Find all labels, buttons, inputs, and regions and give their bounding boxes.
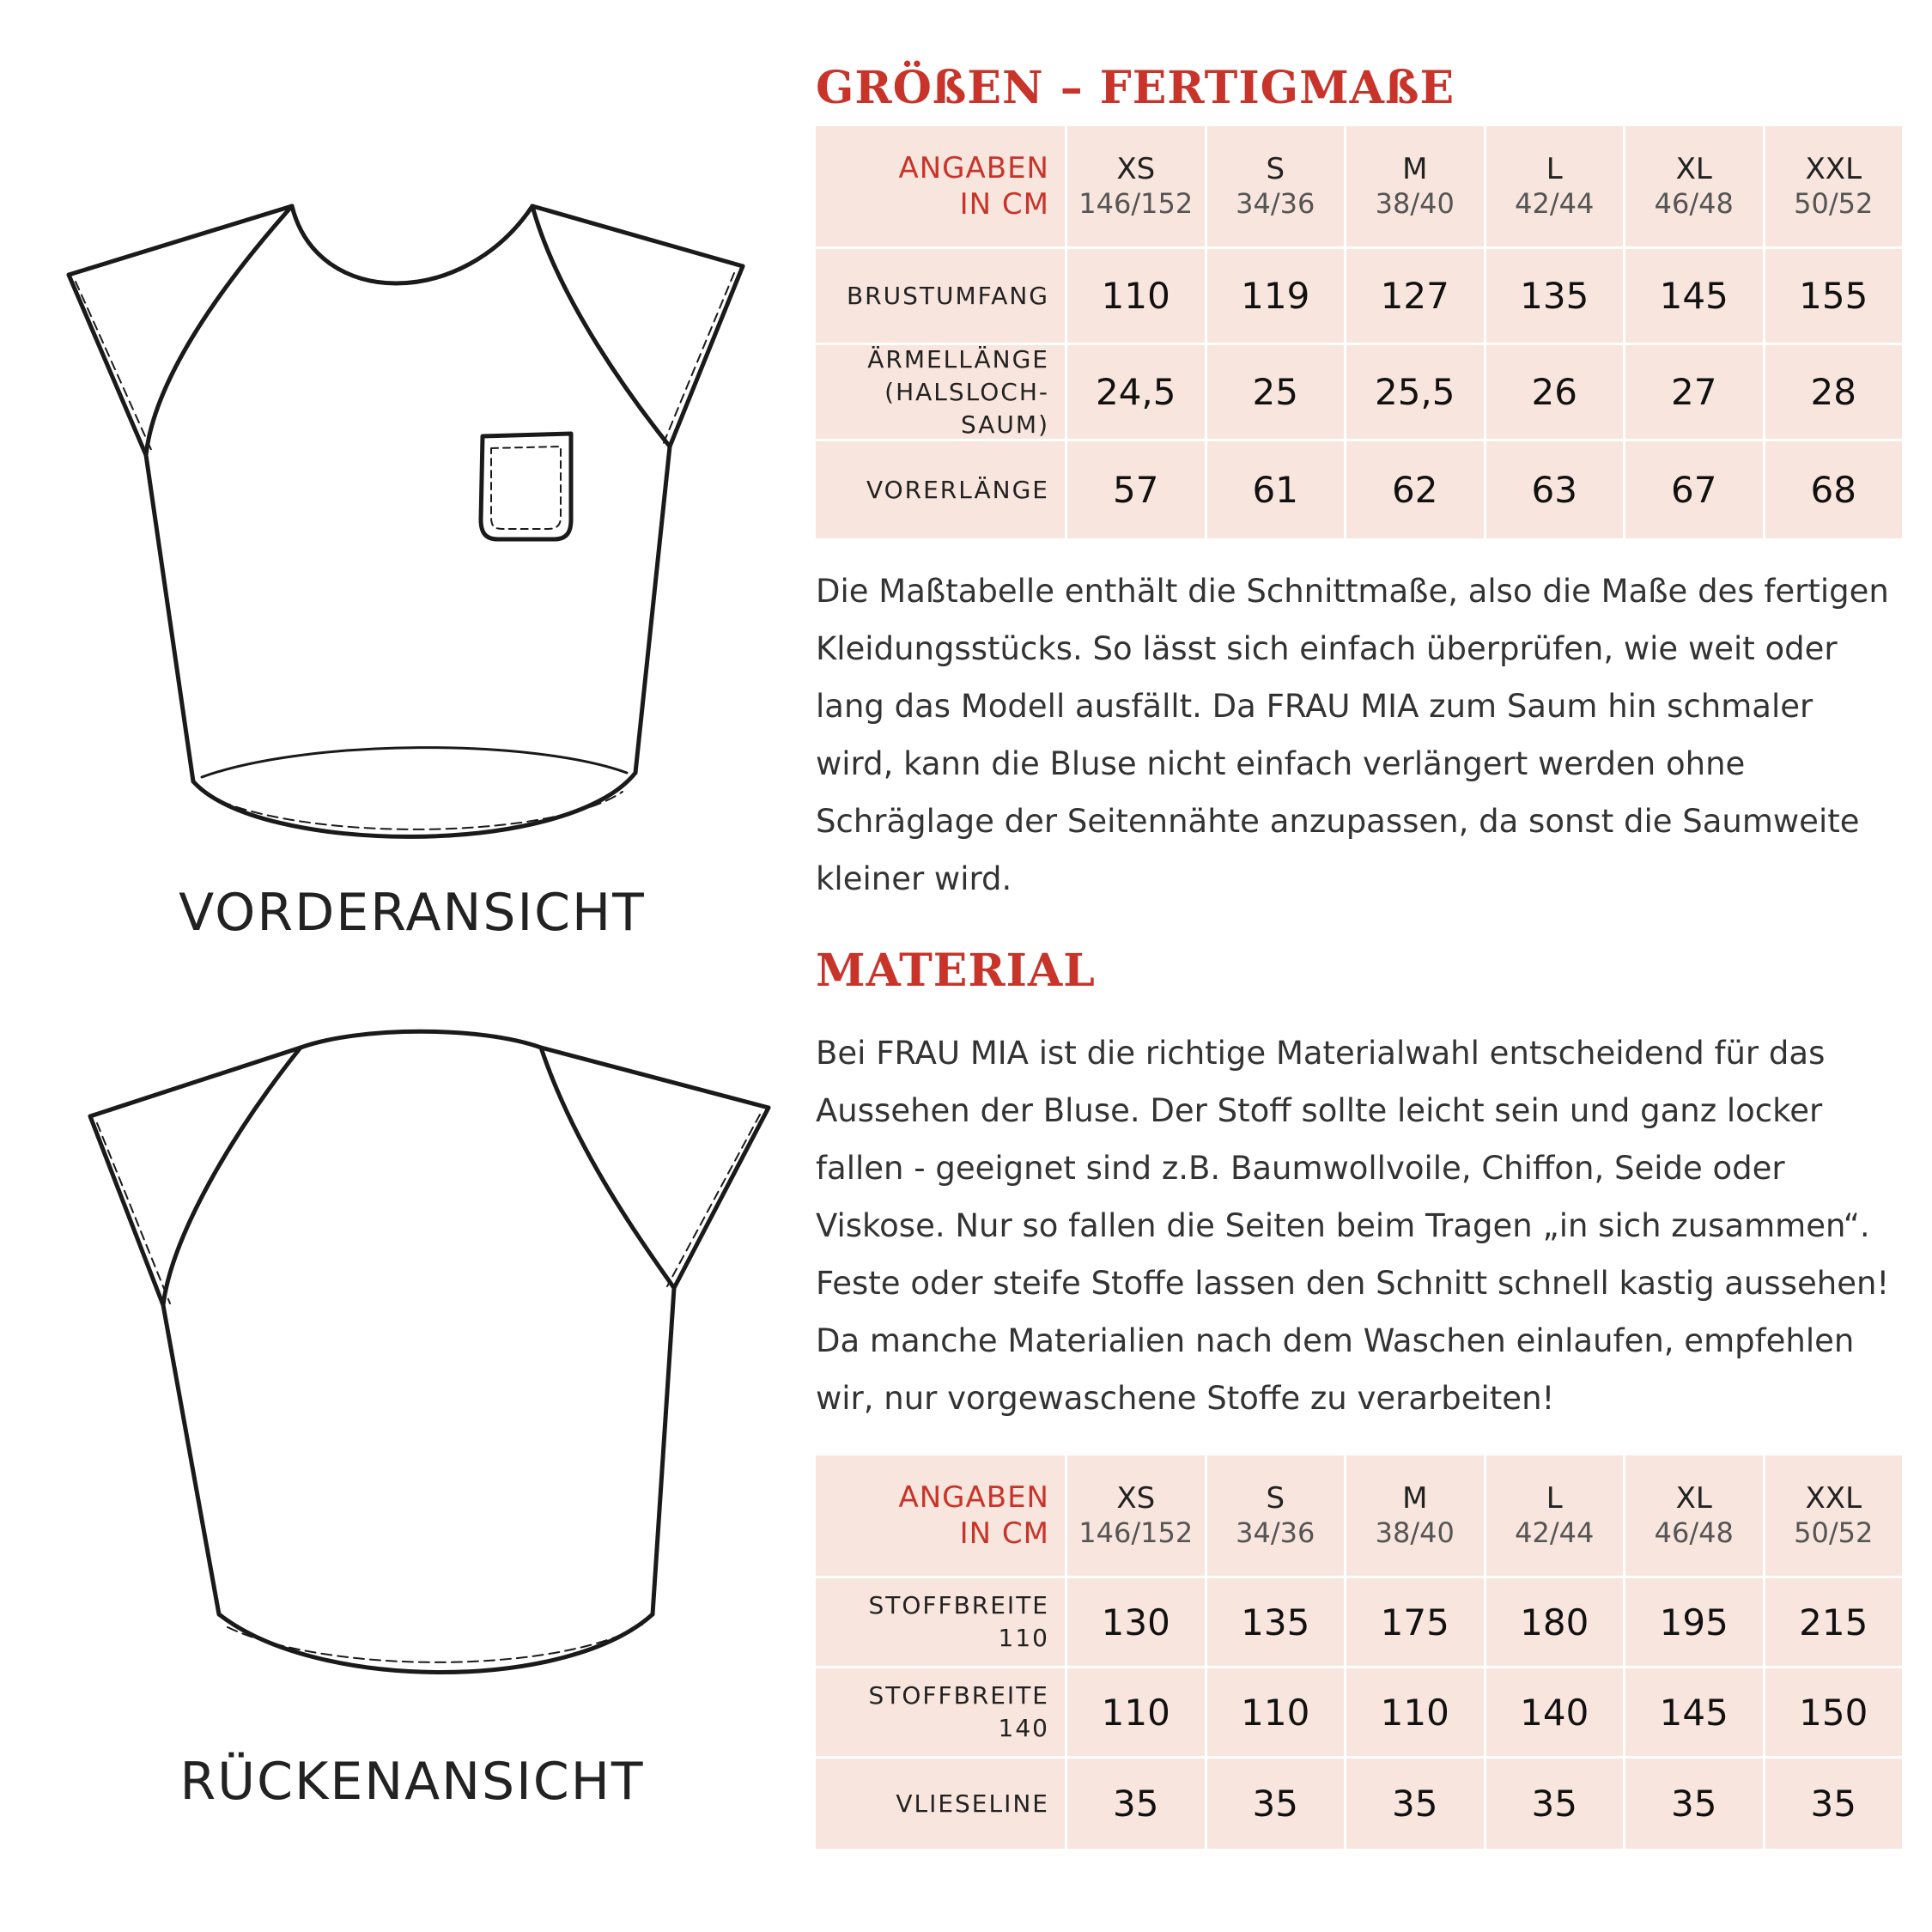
table-cell xyxy=(1065,1756,1205,1849)
cell-value: 145 xyxy=(1659,1691,1728,1734)
cell-value: 110 xyxy=(1241,1691,1310,1734)
size-name: XS xyxy=(1116,1481,1156,1516)
row-label-text: STOFFBREITE xyxy=(868,1591,1049,1619)
cell-value: 68 xyxy=(1810,469,1856,511)
table-cell xyxy=(1344,1756,1484,1849)
size-col-header xyxy=(1205,1455,1345,1576)
cell-value: 155 xyxy=(1799,275,1868,317)
cell-value: 130 xyxy=(1101,1601,1170,1643)
cell-value: 110 xyxy=(1101,275,1170,317)
table-cell xyxy=(1623,343,1763,439)
row-label-text: ÄRMELLÄNGE xyxy=(867,344,1049,374)
sizes-table xyxy=(816,126,1902,538)
row-label-sub: 110 xyxy=(998,1624,1049,1652)
cell-value: 35 xyxy=(1252,1783,1298,1825)
back-view-label: RÜCKENANSICHT xyxy=(179,1752,645,1812)
table-cell xyxy=(1205,246,1345,343)
size-number: 42/44 xyxy=(1515,187,1595,220)
table-cell xyxy=(1065,343,1205,439)
table-cell xyxy=(1763,1576,1903,1666)
front-view-drawing xyxy=(34,180,790,943)
material-table xyxy=(816,1455,1902,1849)
size-number: 50/52 xyxy=(1794,1516,1874,1549)
units-line1: ANGABEN xyxy=(898,1480,1049,1515)
front-view-label: VORDERANSICHT xyxy=(179,883,646,943)
table-cell xyxy=(1065,1576,1205,1666)
table-cell xyxy=(1763,1756,1903,1849)
size-col-header xyxy=(1484,126,1624,246)
size-name: S xyxy=(1266,152,1285,186)
row-label-sub: 140 xyxy=(998,1714,1049,1742)
sizes-heading: GRÖßEN – FERTIGMAßE xyxy=(816,62,1455,114)
table-cell xyxy=(1344,246,1484,343)
size-number: 42/44 xyxy=(1515,1516,1595,1549)
cell-value: 62 xyxy=(1392,469,1438,511)
cell-value: 61 xyxy=(1252,469,1298,511)
cell-value: 27 xyxy=(1671,371,1717,413)
size-col-header xyxy=(1623,126,1763,246)
table-cell xyxy=(1065,1666,1205,1756)
row-label-text: BRUSTUMFANG xyxy=(846,281,1049,310)
back-view-drawing xyxy=(34,1022,790,1812)
size-name: XL xyxy=(1675,1481,1712,1516)
row-label xyxy=(816,246,1065,343)
table-cell xyxy=(1484,246,1624,343)
size-col-header xyxy=(1763,126,1903,246)
size-col-header xyxy=(1623,1455,1763,1576)
table-cell xyxy=(1484,1576,1624,1666)
row-label xyxy=(816,343,1065,439)
table-cell xyxy=(1484,439,1624,538)
size-name: XS xyxy=(1116,152,1156,186)
cell-value: 135 xyxy=(1241,1601,1310,1643)
size-number: 50/52 xyxy=(1794,187,1874,220)
row-label-text: VLIESELINE xyxy=(896,1789,1049,1818)
size-name: L xyxy=(1546,1481,1563,1516)
cell-value: 35 xyxy=(1113,1783,1159,1825)
cell-value: 215 xyxy=(1799,1601,1868,1643)
size-number: 34/36 xyxy=(1236,187,1315,220)
table-cell xyxy=(1623,1576,1763,1666)
table-cell xyxy=(1484,343,1624,439)
back-shirt-illustration xyxy=(34,1022,790,1726)
size-col-header xyxy=(1344,1455,1484,1576)
size-number: 38/40 xyxy=(1375,187,1455,220)
cell-value: 26 xyxy=(1531,371,1577,413)
cell-value: 145 xyxy=(1659,275,1728,317)
size-col-header xyxy=(1763,1455,1903,1576)
size-name: S xyxy=(1266,1481,1285,1516)
table-cell xyxy=(1623,1756,1763,1849)
table-cell xyxy=(1065,439,1205,538)
row-label xyxy=(816,439,1065,538)
table-cell xyxy=(1623,246,1763,343)
table-cell xyxy=(1205,1666,1345,1756)
cell-value: 175 xyxy=(1380,1601,1449,1643)
size-name: XXL xyxy=(1805,1481,1862,1516)
cell-value: 110 xyxy=(1380,1691,1449,1734)
cell-value: 57 xyxy=(1113,469,1159,511)
table-cell xyxy=(1344,1666,1484,1756)
table-cell xyxy=(1623,1666,1763,1756)
row-label-sub: (HALSLOCH-SAUM) xyxy=(884,377,1049,439)
cell-value: 25 xyxy=(1252,371,1298,413)
material-heading: MATERIAL xyxy=(816,945,1096,997)
cell-value: 140 xyxy=(1520,1691,1589,1734)
units-header xyxy=(816,1455,1065,1576)
size-col-header xyxy=(1484,1455,1624,1576)
table-cell xyxy=(1763,1666,1903,1756)
units-line2: IN CM xyxy=(959,187,1049,222)
material-description: Bei FRAU MIA ist die richtige Materialwahl entscheidend für das Aussehen der Bluse. Der Stoff sollte leicht sein und ganz locker fallen - geeignet sind z.B. Baumwollvoile, Chiffon, Seide oder Viskose. Nur so fallen die Seiten beim Tragen „in sich zusammen“. Feste oder steife Stoffe lassen den Schnitt schnell kastig aussehen! Da manche Materialien nach dem Waschen einlaufen, empfehlen wir, nur vorgewaschene Stoffe zu verarbeiten! xyxy=(816,1035,1890,1417)
size-number: 46/48 xyxy=(1654,1516,1734,1549)
size-number: 38/40 xyxy=(1375,1516,1455,1549)
table-cell xyxy=(1484,1666,1624,1756)
size-name: M xyxy=(1402,152,1428,186)
cell-value: 119 xyxy=(1241,275,1310,317)
table-cell xyxy=(1763,246,1903,343)
size-col-header xyxy=(1344,126,1484,246)
row-label-text: VORERLÄNGE xyxy=(866,475,1049,504)
cell-value: 24,5 xyxy=(1095,371,1176,413)
table-cell xyxy=(1344,1576,1484,1666)
table-cell xyxy=(1344,343,1484,439)
cell-value: 180 xyxy=(1520,1601,1589,1643)
size-name: L xyxy=(1546,152,1563,186)
table-cell xyxy=(1763,439,1903,538)
size-name: M xyxy=(1402,1481,1428,1516)
size-number: 146/152 xyxy=(1078,187,1194,220)
cell-value: 35 xyxy=(1392,1783,1438,1825)
size-number: 146/152 xyxy=(1078,1516,1194,1549)
size-col-header xyxy=(1205,126,1345,246)
table-cell xyxy=(1205,343,1345,439)
row-label xyxy=(816,1576,1065,1666)
cell-value: 63 xyxy=(1531,469,1577,511)
size-col-header xyxy=(1065,126,1205,246)
cell-value: 35 xyxy=(1810,1783,1856,1825)
sizes-description: Die Maßtabelle enthält die Schnittmaße, also die Maße des fertigen Kleidungsstücks. So lässt sich einfach überprüfen, wie weit oder lang das Modell ausfällt. Da FRAU MIA zum Saum hin schmaler wird, kann die Bluse nicht einfach verlängert werden ohne Schräglage der Seitennähte anzupassen, da sonst die Saumweite kleiner wird. xyxy=(816,573,1889,897)
cell-value: 28 xyxy=(1810,371,1856,413)
row-label xyxy=(816,1756,1065,1849)
units-line2: IN CM xyxy=(959,1516,1049,1551)
table-cell xyxy=(1484,1756,1624,1849)
cell-value: 110 xyxy=(1101,1691,1170,1734)
size-col-header xyxy=(1065,1455,1205,1576)
table-cell xyxy=(1205,1576,1345,1666)
size-number: 46/48 xyxy=(1654,187,1734,220)
table-cell xyxy=(1065,246,1205,343)
cell-value: 25,5 xyxy=(1374,371,1455,413)
table-cell xyxy=(1623,439,1763,538)
units-header xyxy=(816,126,1065,246)
cell-value: 195 xyxy=(1659,1601,1728,1643)
size-name: XXL xyxy=(1805,152,1862,186)
table-cell xyxy=(1205,439,1345,538)
front-shirt-illustration xyxy=(34,180,790,867)
table-cell xyxy=(1344,439,1484,538)
cell-value: 150 xyxy=(1799,1691,1868,1734)
table-cell xyxy=(1205,1756,1345,1849)
row-label xyxy=(816,1666,1065,1756)
cell-value: 67 xyxy=(1671,469,1717,511)
cell-value: 135 xyxy=(1520,275,1589,317)
size-name: XL xyxy=(1675,152,1712,186)
cell-value: 127 xyxy=(1380,275,1449,317)
row-label-text: STOFFBREITE xyxy=(868,1681,1049,1710)
table-cell xyxy=(1763,343,1903,439)
size-number: 34/36 xyxy=(1236,1516,1315,1549)
cell-value: 35 xyxy=(1671,1783,1717,1825)
units-line1: ANGABEN xyxy=(898,151,1049,185)
cell-value: 35 xyxy=(1531,1783,1577,1825)
